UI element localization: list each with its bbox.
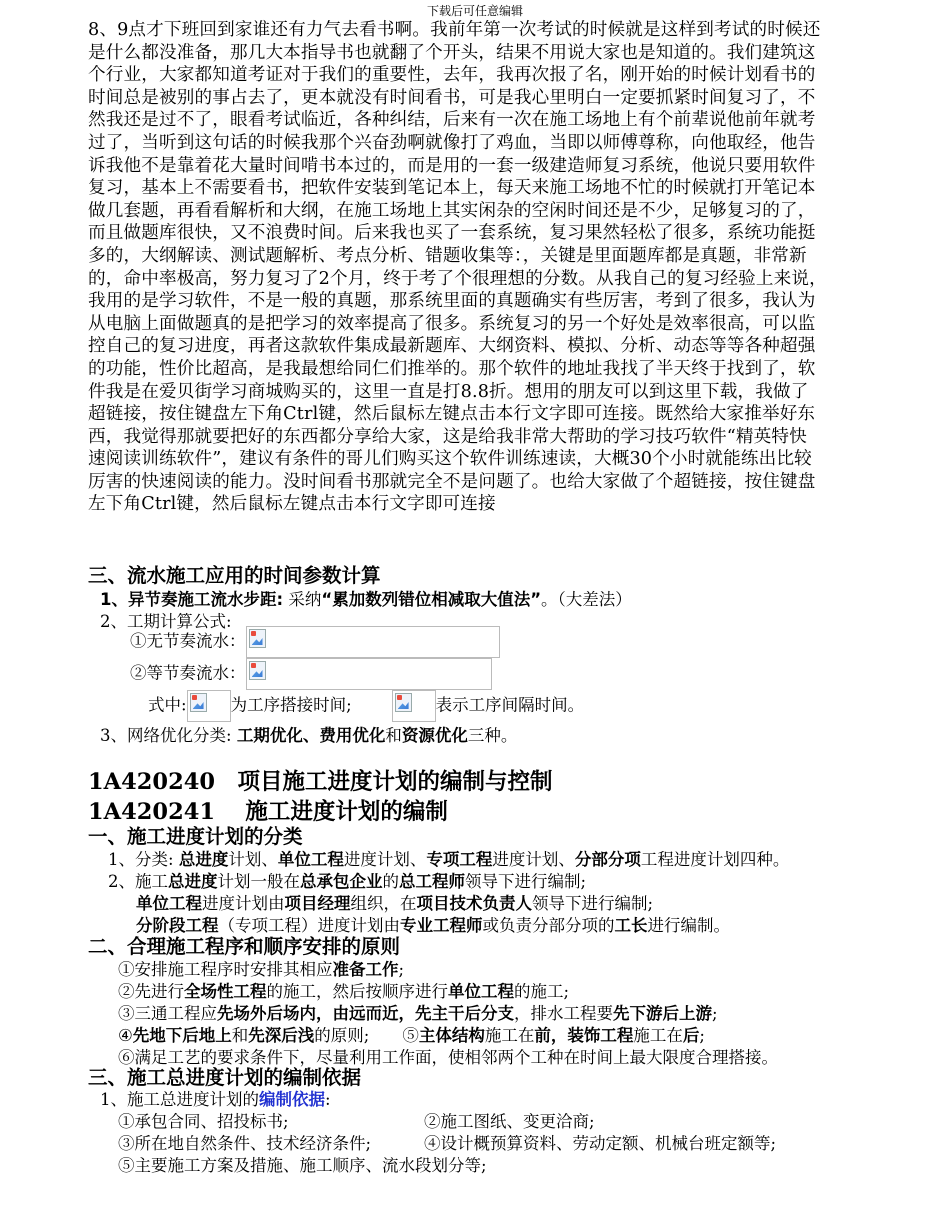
bold-term: 专项工程 [426,850,493,869]
text: 3、网络优化分类: [100,726,237,745]
bold-term: 单位工程 [277,850,344,869]
paragraph-line: 件我是在爱贝街学习商城购买的，这里一直是打8.8折。想用的朋友可以到这里下载，我做了 [88,381,809,402]
formula-note-line [148,690,584,722]
text: 、 [302,726,320,745]
bold-term: 主体结构 [418,1026,485,1045]
text: 或负责分部分项的 [482,916,615,935]
equal-rhythm-formula-line [130,658,492,690]
text: 三种。 [467,726,518,745]
section-title-basis: 三、施工总进度计划的编制依据 [88,1066,362,1089]
formula-image-box [246,658,492,690]
text: 进度计划由 [202,894,285,913]
paragraph-line: 8、9点才下班回到家谁还有力气去看书啊。我前年第一次考试的时候就是这样到考试的时候还 [88,20,821,40]
page-header: 下载后可任意编辑 [426,4,523,18]
paragraph-line: 复习，基本上不需要看书，把软件安装到笔记本上，每天来施工场地不忙的时候就打开笔记本 [88,178,816,199]
subchapter-title: 1A420241 施工进度计划的编制 [88,799,448,825]
paragraph-line: 控自己的复习进度，再者这款软件集成最新题库、大纲资料、模拟、分析、动态等等各种超强 [88,336,816,357]
text: ， [550,1026,568,1045]
text: 为工序搭接时间; [230,695,352,715]
paragraph-line: 西，我觉得那就要把好的东西都分享给大家，这是给我非常大帮助的学习技巧软件“精英特快 [88,426,807,447]
duration-formula-label: 2、工期计算公式: [100,612,232,631]
text: ④ [118,1026,133,1045]
text: 的 [382,872,399,891]
paragraph-line: 然我还是过不了，眼看考试临近，各种纠结，后来有一次在施工场地上有个前辈说他前年就考 [88,110,816,131]
text: 计划一般在 [217,872,300,891]
bold-term: 资源优化 [401,726,468,745]
bold-term: 工期优化 [236,726,303,745]
bold-term: 装饰工程 [567,1026,634,1045]
bold-term: 分部分项 [574,850,641,869]
symbol-image-box [187,690,231,722]
text: ①无节奏流水： [130,631,246,651]
bold-term: 费用优化 [319,726,386,745]
bold-term: 总承包企业 [300,872,383,891]
text: 领导下进行编制; [532,894,654,913]
bold-term: 先主干后分支 [415,1004,514,1023]
text: ②先进行 [118,982,184,1001]
bold-term: 专业工程师 [400,916,483,935]
paragraph-line: 的，命中率极高，努力复习了2个月，终于考了个很理想的分数。从我自己的复习经验上来说， [88,268,827,289]
text: ②等节奏流水： [130,663,246,683]
section-title-flow: 三、流水施工应用的时间参数计算 [88,564,381,587]
symbol-image-box [392,690,436,722]
text: ，排水工程要 [514,1004,613,1023]
bold-term: 项目技术负责人 [416,894,532,913]
text: 组织，在 [350,894,417,913]
bold-term: “累加数列错位相减取大值法” [321,590,542,609]
formula-image-box [246,626,500,658]
paragraph-line: 多的，大纲解读、测试题解析、考点分析、错题收集等：，关键是里面题库都是真题，非常新 [88,245,807,266]
text: 施工在 [484,1026,535,1045]
basis-intro-line [100,1086,331,1110]
no-rhythm-formula-line [130,626,500,658]
bold-term: 全场性工程 [184,982,267,1001]
broken-image-icon [190,693,207,712]
text: : [325,1090,331,1109]
text: 表示工序间隔时间。 [435,695,585,715]
master-schedule-line [108,868,586,892]
text: 工程进度计划四种。 [640,850,790,869]
text: ， [316,1004,333,1023]
basis-link[interactable]: 编制依据 [259,1090,325,1109]
text: 和 [231,1026,249,1045]
hyperlink-line[interactable]: 左下角Ctrl键，然后鼠标左键点击本行文字即可连接 [88,494,496,515]
broken-image-icon [395,693,412,712]
paragraph-line: 过了，当听到这句话的时候我那个兴奋劲啊就像打了鸡血，当即以师傅尊称，向他取经，他告 [88,132,816,153]
text: 领导下进行编制; [465,872,587,891]
text: 进度计划、 [492,850,575,869]
principle-item [118,1022,705,1046]
text: 的原则; ⑤ [314,1026,419,1045]
principle-item [118,1000,718,1024]
chapter-title: 1A420240 项目施工进度计划的编制与控制 [88,769,553,795]
paragraph-line: 我用的是学习软件，不是一般的真题，那系统里面的真题确实有些厉害，考到了很多，我认为 [88,291,816,312]
section-title-principles: 二、合理施工程序和顺序安排的原则 [88,935,401,958]
bold-term: 总进度 [168,872,218,891]
basis-item: ⑤主要施工方案及措施、施工顺序、流水段划分等; [118,1156,487,1175]
text: ; [398,960,405,979]
principle-item [118,978,569,1002]
bold-term: 由远而近 [332,1004,399,1023]
bold-term: 单位工程 [136,894,202,913]
unit-schedule-line [136,890,653,914]
hyperlink-line[interactable]: 超链接，按住键盘左下角Ctrl键，然后鼠标左键点击本行文字即可连接。既然给大家推举好东 [88,404,816,425]
text: 。（大差法） [541,590,632,609]
text: 1、分类: [108,850,179,869]
paragraph-line: 个行业，大家都知道考证对于我们的重要性，去年，我再次报了名，刚开始的时候计划看书的 [88,65,816,86]
bold-term: 分阶段工程 [136,916,219,935]
text: 进行编制。 [647,916,730,935]
flow-step-line [100,586,632,610]
text: 进度计划、 [343,850,427,869]
paragraph-line: 时间总是被别的事占去了，更本就没有时间看书，可是我心里明白一定要抓紧时间复习了，不 [88,87,816,108]
bold-term: 后 [682,1026,700,1045]
paragraph-line: 从电脑上面做题真的是把学习的效率提高了很多。系统复习的另一个好处是效率很高，可以监 [88,313,816,334]
text: 式中: [148,695,187,715]
text: 的施工，然后按顺序进行 [266,982,448,1001]
paragraph-line: 而且做题库很快，又不浪费时间。后来我也买了一套系统，复习果然轻松了很多，系统功能挺 [88,223,816,244]
text: 的施工; [514,982,570,1001]
text: ①安排施工程序时安排其相应 [118,960,333,979]
basis-item: ①承包合同、招投标书; [118,1112,289,1131]
paragraph-line: 厉害的快速阅读的能力。没时间看书那就完全不是问题了。也给大家做了个超链接，按住键盘 [88,471,816,492]
text: 和 [385,726,402,745]
text: 施工在 [633,1026,683,1045]
bold-term: 总工程师 [399,872,465,891]
paragraph-line: 速阅读训练软件”，建议有条件的哥儿们购买这个软件训练速读，大概30个小时就能练出比较 [88,449,812,470]
bold-term: 单位工程 [448,982,514,1001]
text: 1、施工总进度计划的 [100,1090,259,1109]
basis-item: ②施工图纸、变更洽商; [424,1112,595,1131]
bold-term: 先地下后地上 [132,1026,232,1045]
intro-paragraph [88,19,888,516]
broken-image-icon [249,629,266,648]
bold-term: 总进度 [178,850,229,869]
bold-term: 准备工作 [332,960,399,979]
text: 2、施工 [108,872,168,891]
bold-term: 先下游后上游 [613,1004,712,1023]
classification-line [108,846,789,870]
text: ③三通工程应 [118,1004,217,1023]
broken-image-icon [249,661,266,680]
list-number: 1、 [100,590,128,609]
text: ; [699,1026,705,1045]
text: （专项工程）进度计划由 [218,916,400,935]
bold-term: 异节奏施工流水步距: [127,590,284,609]
text: ; [712,1004,718,1023]
paragraph-line: 做几套题，再看看解析和大纲，在施工场地上其实闲杂的空闲时间还是不少，足够复习的了， [88,200,816,221]
bold-term: 前 [534,1026,551,1045]
text: 计划、 [228,850,278,869]
principle-item: ⑥满足工艺的要求条件下，尽量利用工作面，使相邻两个工种在时间上最大限度合理搭接。 [118,1048,778,1067]
bold-term: 先深后浅 [248,1026,315,1045]
paragraph-line: 的功能，性价比超高，是我最想给同仁们推举的。那个软件的地址我找了半天终于找到了，软 [88,358,816,379]
network-optimization-line [100,722,517,746]
paragraph-line: 是什么都没准备，那几大本指导书也就翻了个开头，结果不用说大家也是知道的。我们建筑这 [88,42,816,63]
bold-term: 先场外后场内 [217,1004,316,1023]
basis-item: ④设计概预算资料、劳动定额、机械台班定额等; [424,1134,777,1153]
bold-term: 工长 [614,916,648,935]
text: ， [398,1004,415,1023]
section-title-classification: 一、施工进度计划的分类 [88,825,303,848]
basis-item: ③所在地自然条件、技术经济条件; [118,1134,372,1153]
text: 采纳 [283,590,322,609]
principle-item [118,956,404,980]
bold-term: 项目经理 [284,894,351,913]
paragraph-line: 诉我他不是靠着花大量时间啃书本过的，而是用的一套一级建造师复习系统，他说只要用软件 [88,155,816,176]
